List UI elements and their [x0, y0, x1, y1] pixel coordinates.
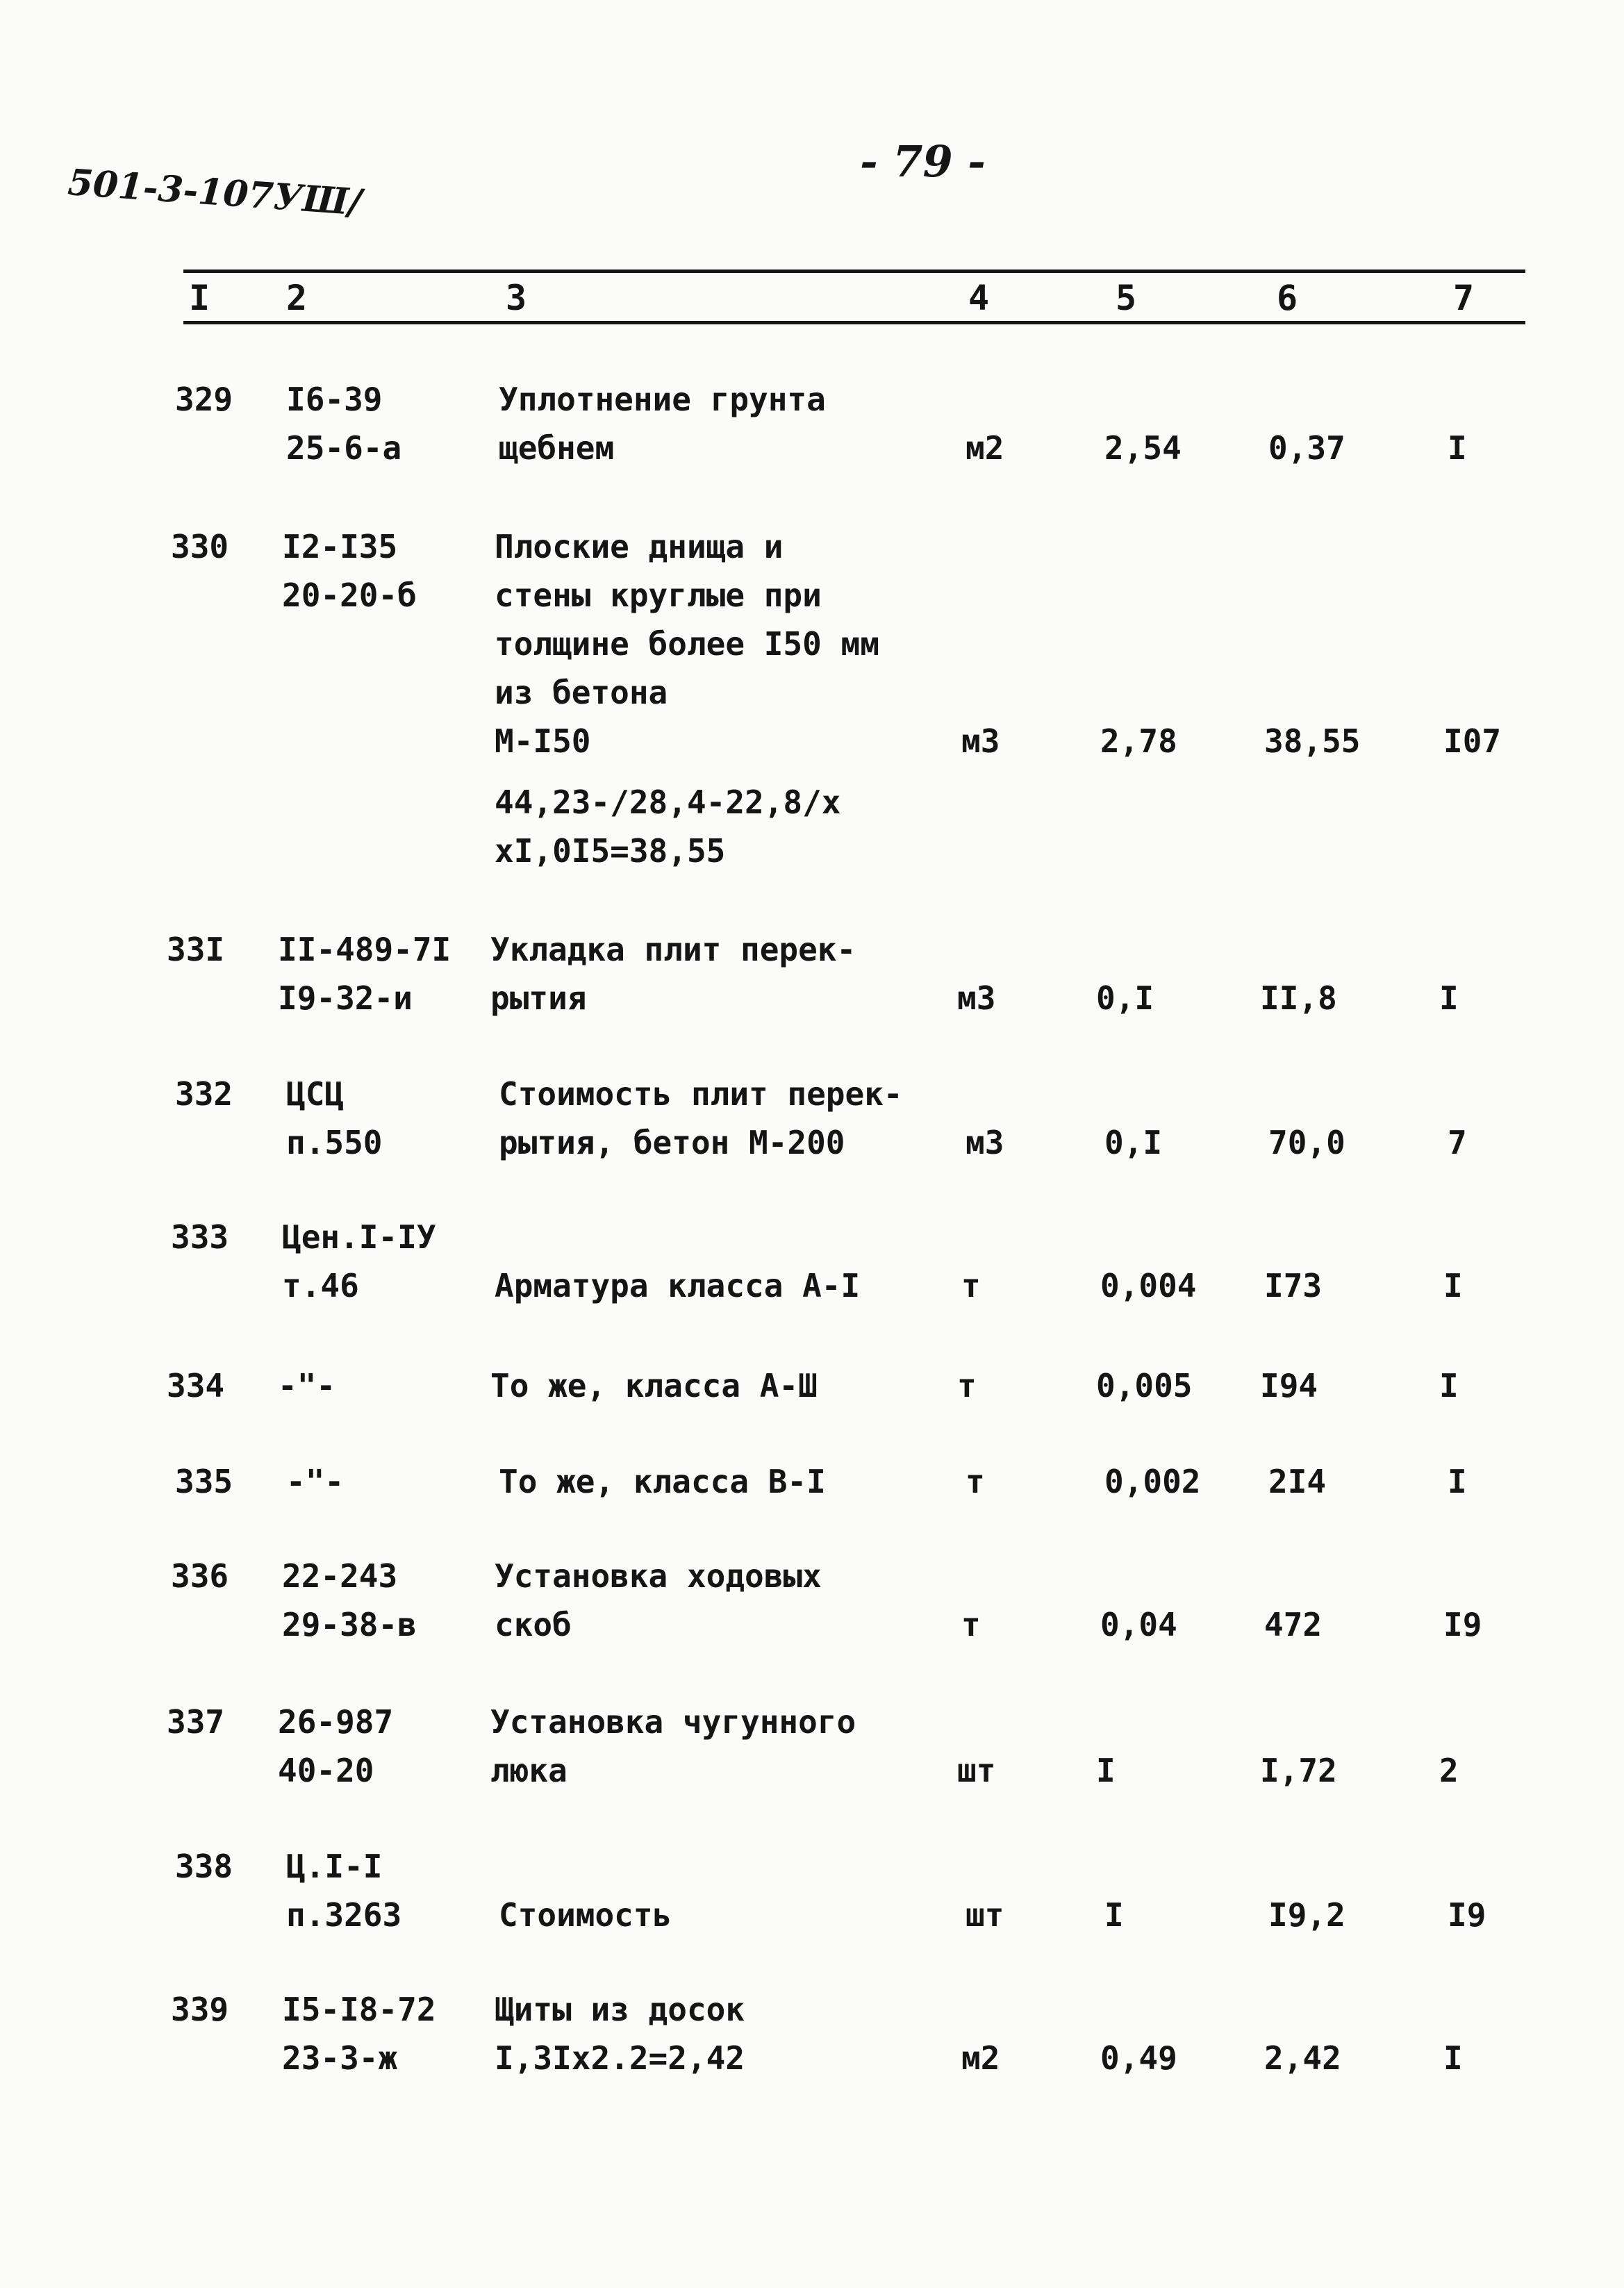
row-unit: м2	[966, 429, 1004, 467]
row-description: скоб	[495, 1606, 572, 1643]
row-total: 7	[1448, 1124, 1467, 1161]
row-number: 332	[175, 1075, 233, 1113]
row-code: Ц.I-I	[286, 1848, 383, 1885]
row-total: I	[1448, 429, 1467, 467]
table-top-rule	[183, 270, 1525, 273]
row-code: 22-243	[282, 1557, 398, 1595]
row-calculation: хI,0I5=38,55	[495, 832, 726, 870]
row-total: I9	[1448, 1896, 1486, 1934]
row-code: ЦСЦ	[286, 1075, 345, 1113]
row-price: 472	[1264, 1606, 1323, 1643]
row-description: М-I50	[495, 722, 591, 760]
row-quantity: I	[1104, 1896, 1124, 1934]
column-header-2: 2	[286, 278, 308, 318]
row-total: I	[1439, 1367, 1459, 1404]
row-description: Установка чугунного	[490, 1703, 856, 1741]
row-description: Арматура класса А-I	[495, 1267, 861, 1304]
row-code: I5-I8-72	[282, 1991, 436, 2028]
document-code: 501-3-107УШ/	[66, 161, 363, 224]
row-code: -"-	[278, 1367, 336, 1404]
row-total: I	[1439, 979, 1459, 1017]
row-code: II-489-7I	[278, 931, 451, 968]
row-quantity: 2,78	[1100, 722, 1177, 760]
row-code: 20-20-б	[282, 577, 417, 614]
row-description: рытия	[490, 979, 587, 1017]
row-code: 23-3-ж	[282, 2039, 398, 2077]
row-description: люка	[490, 1752, 567, 1789]
row-quantity: 2,54	[1104, 429, 1182, 467]
row-unit: т	[961, 1606, 981, 1643]
row-number: 339	[171, 1991, 229, 2028]
row-unit: м2	[961, 2039, 1000, 2077]
row-price: 38,55	[1264, 722, 1361, 760]
row-description: стены круглые при	[495, 577, 822, 614]
row-unit: т	[966, 1463, 985, 1500]
row-description: толщине более I50 мм	[495, 625, 879, 663]
row-price: 2I4	[1268, 1463, 1327, 1500]
row-description: Уплотнение грунта	[499, 381, 826, 418]
row-total: I	[1448, 1463, 1467, 1500]
page-number: - 79 -	[860, 136, 986, 187]
row-description: Стоимость	[499, 1896, 672, 1934]
row-quantity: 0,04	[1100, 1606, 1177, 1643]
row-code: 26-987	[278, 1703, 394, 1741]
row-price: II,8	[1260, 979, 1337, 1017]
row-unit: м3	[957, 979, 996, 1017]
row-unit: шт	[966, 1896, 1004, 1934]
row-quantity: 0,I	[1096, 979, 1154, 1017]
row-price: 70,0	[1268, 1124, 1345, 1161]
row-calculation: 44,23-/28,4-22,8/х	[495, 784, 841, 821]
row-quantity: 0,005	[1096, 1367, 1193, 1404]
row-number: 333	[171, 1218, 229, 1256]
row-price: 0,37	[1268, 429, 1345, 467]
row-code: Цен.I-IУ	[282, 1218, 436, 1256]
column-header-7: 7	[1453, 278, 1475, 318]
row-price: 2,42	[1264, 2039, 1341, 2077]
row-unit: т	[957, 1367, 977, 1404]
row-code: т.46	[282, 1267, 359, 1304]
column-header-6: 6	[1277, 278, 1298, 318]
row-number: 334	[167, 1367, 225, 1404]
row-number: 336	[171, 1557, 229, 1595]
row-code: 40-20	[278, 1752, 374, 1789]
row-unit: м3	[966, 1124, 1004, 1161]
row-description: То же, класса В-I	[499, 1463, 826, 1500]
row-number: 335	[175, 1463, 233, 1500]
row-code: I6-39	[286, 381, 383, 418]
row-description: Стоимость плит перек-	[499, 1075, 903, 1113]
row-number: 33I	[167, 931, 225, 968]
row-quantity: 0,002	[1104, 1463, 1201, 1500]
row-description: из бетона	[495, 674, 668, 711]
row-number: 338	[175, 1848, 233, 1885]
column-header-1: I	[189, 278, 210, 318]
row-description: щебнем	[499, 429, 615, 467]
row-quantity: 0,49	[1100, 2039, 1177, 2077]
row-description: I,3Iх2.2=2,42	[495, 2039, 745, 2077]
row-number: 330	[171, 528, 229, 565]
row-code: п.550	[286, 1124, 383, 1161]
row-code: 25-6-а	[286, 429, 402, 467]
row-total: I	[1443, 2039, 1463, 2077]
column-header-3: 3	[506, 278, 527, 318]
row-number: 337	[167, 1703, 225, 1741]
row-price: I94	[1260, 1367, 1318, 1404]
column-header-5: 5	[1116, 278, 1137, 318]
column-header-4: 4	[968, 278, 990, 318]
row-quantity: I	[1096, 1752, 1116, 1789]
row-quantity: 0,I	[1104, 1124, 1163, 1161]
row-description: Плоские днища и	[495, 528, 784, 565]
row-description: Укладка плит перек-	[490, 931, 856, 968]
row-code: I9-32-и	[278, 979, 413, 1017]
row-total: I9	[1443, 1606, 1482, 1643]
table-header-rule	[183, 321, 1525, 324]
row-total: I	[1443, 1267, 1463, 1304]
row-description: Установка ходовых	[495, 1557, 822, 1595]
row-description: То же, класса А-Ш	[490, 1367, 818, 1404]
row-price: I9,2	[1268, 1896, 1345, 1934]
row-code: п.3263	[286, 1896, 402, 1934]
row-quantity: 0,004	[1100, 1267, 1197, 1304]
row-price: I73	[1264, 1267, 1323, 1304]
row-number: 329	[175, 381, 233, 418]
row-unit: т	[961, 1267, 981, 1304]
row-code: 29-38-в	[282, 1606, 417, 1643]
row-unit: шт	[957, 1752, 996, 1789]
row-price: I,72	[1260, 1752, 1337, 1789]
row-description: Щиты из досок	[495, 1991, 745, 2028]
row-total: 2	[1439, 1752, 1459, 1789]
row-description: рытия, бетон М-200	[499, 1124, 845, 1161]
row-code: I2-I35	[282, 528, 398, 565]
row-unit: м3	[961, 722, 1000, 760]
row-total: I07	[1443, 722, 1502, 760]
row-code: -"-	[286, 1463, 345, 1500]
